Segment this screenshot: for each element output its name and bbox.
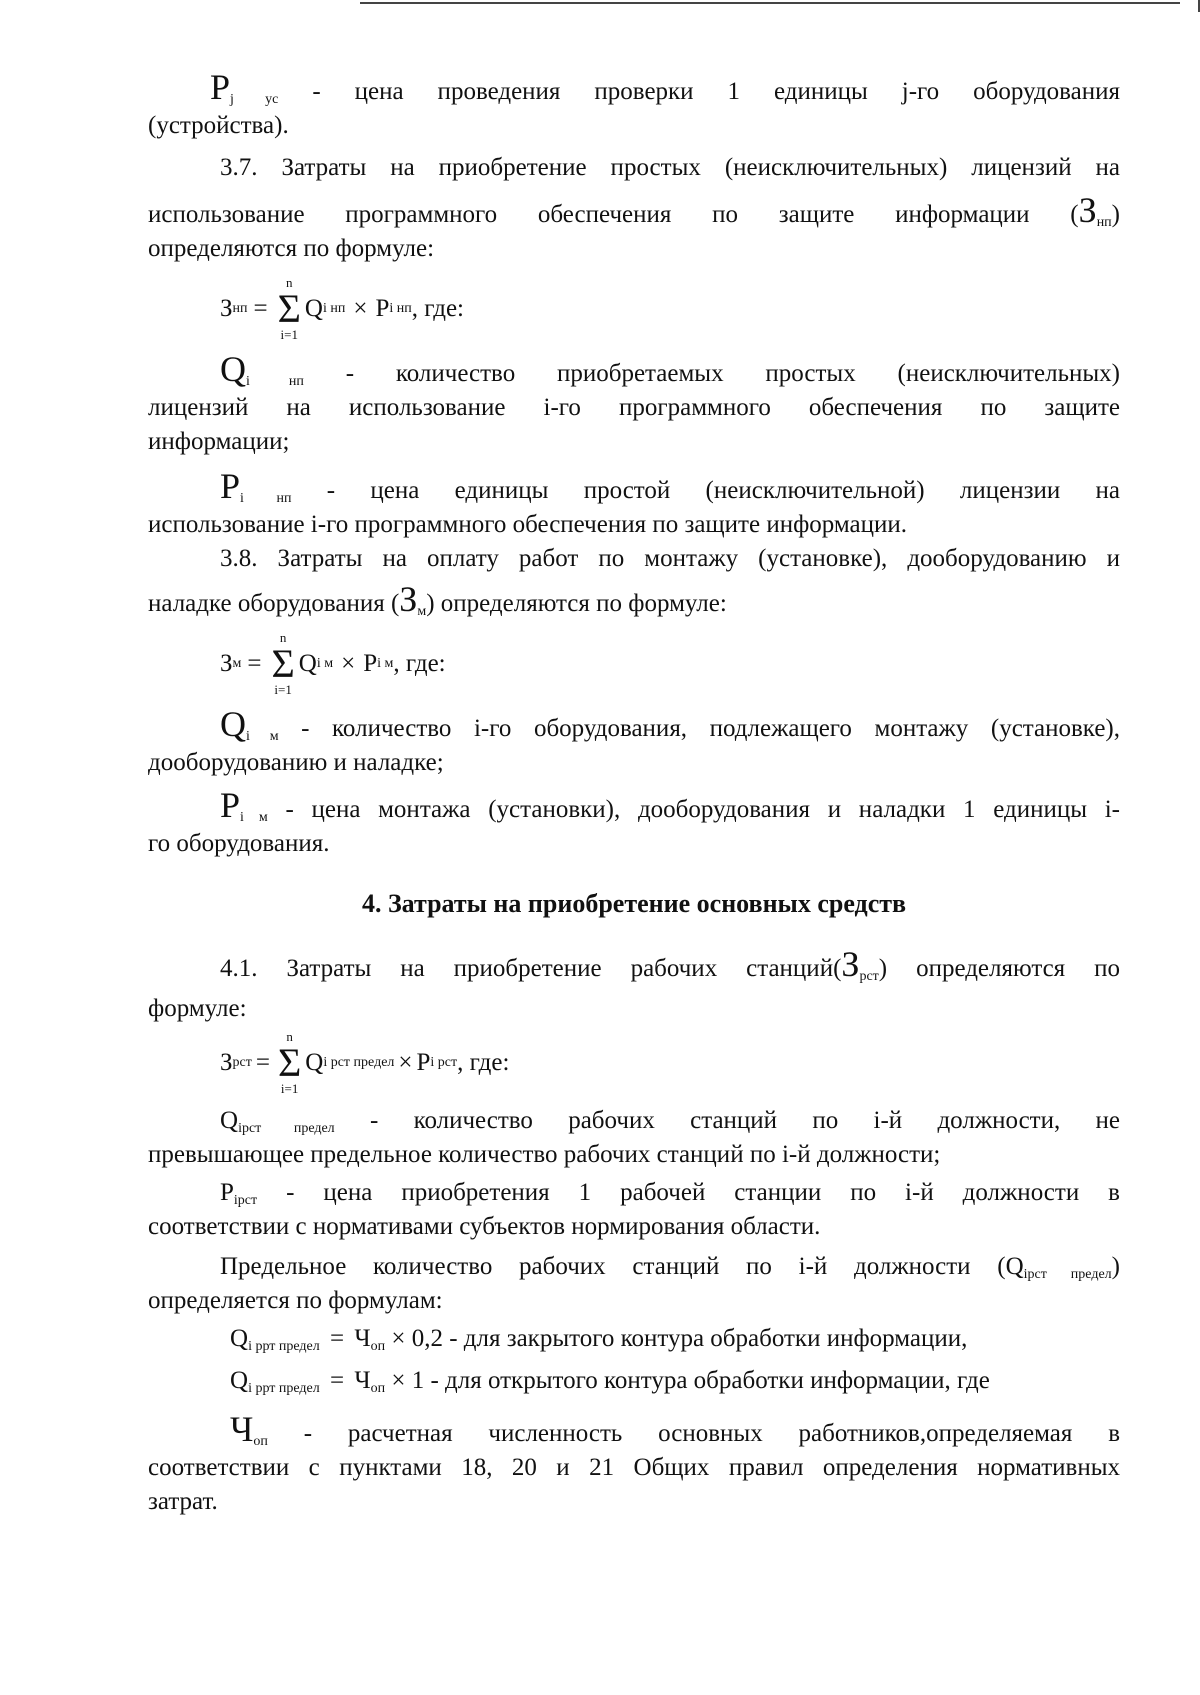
symbol-subscript: j ус bbox=[230, 92, 279, 107]
sum-upper-limit: n bbox=[279, 630, 287, 645]
definition-q-inp bbox=[220, 349, 1120, 391]
formula-lhs: З bbox=[220, 295, 233, 322]
formula-limit-open bbox=[230, 1364, 1120, 1398]
paragraph-limit bbox=[220, 1250, 1120, 1284]
definition-q-irst-line2: превышающее предельное количество рабочих станций по i-й должности; bbox=[148, 1141, 941, 1168]
formula-z-m: З м = n Σ i=1 Q i м × P i м , где: bbox=[220, 630, 446, 697]
formula-times: × bbox=[398, 1049, 413, 1076]
definition-ch-op-line3: затрат. bbox=[148, 1488, 218, 1515]
definition-p-jus bbox=[210, 67, 1121, 109]
symbol: P bbox=[220, 466, 241, 506]
formula-q: Q bbox=[230, 1325, 249, 1352]
paragraph-text: использование программного обеспечения по защите информации ( bbox=[148, 201, 1079, 228]
symbol-subscript: i м bbox=[240, 810, 268, 825]
formula-q-subscript: i ррт предел bbox=[248, 1381, 320, 1396]
definition-continuation: (устройства). bbox=[148, 112, 289, 139]
formula-lhs: З bbox=[220, 1049, 233, 1076]
formula-q: Q bbox=[298, 650, 317, 677]
symbol: Q bbox=[1005, 1253, 1024, 1280]
formula-tail: , где: bbox=[393, 650, 446, 677]
formula-tail: , где: bbox=[411, 295, 465, 322]
sigma-icon: Σ bbox=[277, 1040, 302, 1085]
definition-q-irst bbox=[220, 1104, 1120, 1138]
formula-z-np: З нп = n Σ i=1 Q i нп × P i нп , где: bbox=[220, 275, 465, 342]
sum-operator bbox=[278, 276, 301, 342]
document-page bbox=[148, 67, 1121, 1519]
symbol: P bbox=[210, 67, 231, 107]
sum-lower-limit: i=1 bbox=[280, 327, 298, 342]
symbol: Q bbox=[220, 349, 246, 389]
symbol-subscript: iрст предел bbox=[1023, 1267, 1112, 1282]
definition-text: - количество рабочих станций по i-й должности, не bbox=[369, 1107, 1121, 1134]
symbol-subscript: рст bbox=[859, 969, 879, 984]
paragraph-text: наладке оборудования ( bbox=[148, 590, 400, 617]
paragraph-3-8-line2 bbox=[148, 579, 1120, 621]
formula-lhs: З bbox=[220, 650, 233, 677]
formula-ch: Ч bbox=[354, 1325, 371, 1352]
formula-p: P bbox=[416, 1049, 431, 1076]
formula-q: Q bbox=[305, 1049, 324, 1076]
symbol: З bbox=[841, 944, 860, 984]
symbol-subscript: i нп bbox=[240, 491, 292, 506]
formula-q: Q bbox=[304, 295, 323, 322]
formula-times: × bbox=[341, 650, 356, 677]
formula-tail: × 0,2 - для закрытого контура обработки информации, bbox=[391, 1325, 968, 1352]
definition-q-im bbox=[220, 704, 1121, 746]
paragraph-limit-line2: определяется по формулам: bbox=[148, 1287, 443, 1314]
formula-equals: = bbox=[247, 650, 262, 677]
definition-q-inp-line3: информации; bbox=[148, 428, 290, 455]
symbol: З bbox=[1078, 190, 1097, 230]
symbol-subscript: оп bbox=[253, 1434, 268, 1449]
formula-ch-subscript: оп bbox=[370, 1339, 386, 1354]
definition-q-im-line2: дооборудованию и наладке; bbox=[148, 749, 444, 776]
formula-p: P bbox=[375, 295, 390, 322]
symbol: З bbox=[399, 579, 418, 619]
symbol: Q bbox=[220, 704, 246, 744]
paragraph-text: Предельное количество рабочих станций по i-й должности ( bbox=[220, 1253, 1006, 1280]
formula-tail: , где: bbox=[457, 1049, 510, 1076]
formula-equals: = bbox=[329, 1367, 345, 1394]
symbol-subscript: iрст предел bbox=[238, 1121, 335, 1136]
formula-ch: Ч bbox=[354, 1367, 371, 1394]
sum-operator bbox=[272, 631, 295, 697]
formula-q: Q bbox=[230, 1367, 249, 1394]
definition-ch-op bbox=[230, 1409, 1120, 1451]
definition-p-im bbox=[220, 785, 1120, 827]
sum-operator bbox=[278, 1030, 301, 1096]
sum-lower-limit: i=1 bbox=[280, 1081, 299, 1096]
paragraph-text: 4.1. Затраты на приобретение рабочих станций( bbox=[220, 955, 842, 982]
formula-tail: × 1 - для открытого контура обработки информации, где bbox=[391, 1367, 990, 1394]
formula-times: × bbox=[353, 295, 368, 322]
paragraph-text: ) определяются по формуле: bbox=[426, 590, 727, 617]
definition-text: - количество приобретаемых простых (неисключительных) bbox=[345, 360, 1120, 387]
paragraph-3-7-line3: определяются по формуле: bbox=[148, 235, 435, 262]
definition-text: - цена проведения проверки 1 единицы j-го оборудования bbox=[312, 78, 1121, 105]
paragraph-4-1-line2: формуле: bbox=[148, 995, 247, 1022]
definition-text: - цена единицы простой (неисключительной) лицензии на bbox=[326, 477, 1121, 504]
formula-equals: = bbox=[253, 295, 268, 322]
symbol: Q bbox=[220, 1107, 239, 1134]
symbol-subscript: м bbox=[417, 604, 427, 619]
definition-p-irst-line2: соответствии с нормативами субъектов нормирования области. bbox=[148, 1213, 821, 1240]
paragraph-text: ) bbox=[1111, 201, 1120, 228]
symbol: P bbox=[220, 785, 241, 825]
sum-upper-limit: n bbox=[286, 1029, 293, 1044]
paragraph-text: ) bbox=[1111, 1253, 1120, 1280]
definition-p-inp-line2: использование i-го программного обеспечения по защите информации. bbox=[148, 511, 908, 538]
definition-text: - цена приобретения 1 рабочей станции по i-й должности в bbox=[286, 1179, 1120, 1206]
paragraph-3-8-line1: 3.8. Затраты на оплату работ по монтажу (установке), дооборудованию и bbox=[220, 545, 1120, 572]
definition-p-inp bbox=[220, 466, 1121, 508]
formula-ch-subscript: оп bbox=[370, 1381, 386, 1396]
symbol: P bbox=[220, 1179, 234, 1206]
symbol-subscript: нп bbox=[1096, 215, 1112, 230]
formula-q-subscript: i ррт предел bbox=[248, 1339, 320, 1354]
formula-equals: = bbox=[255, 1049, 270, 1076]
symbol-subscript: i нп bbox=[246, 374, 304, 389]
sigma-icon: Σ bbox=[277, 286, 301, 331]
sum-lower-limit: i=1 bbox=[274, 682, 292, 697]
paragraph-text: ) определяются по bbox=[878, 955, 1120, 982]
formula-equals: = bbox=[329, 1325, 345, 1352]
formula-limit-closed bbox=[230, 1322, 1120, 1356]
paragraph-3-7-line2 bbox=[148, 190, 1120, 232]
definition-ch-op-line2: соответствии с пунктами 18, 20 и 21 Общих правил определения нормативных bbox=[148, 1454, 1120, 1481]
definition-p-irst bbox=[220, 1176, 1120, 1210]
definition-text: - цена монтажа (установки), дооборудования и наладки 1 единицы i- bbox=[285, 796, 1120, 823]
formula-p: P bbox=[363, 650, 378, 677]
paragraph-3-7-line1: 3.7. Затраты на приобретение простых (неисключительных) лицензий на bbox=[220, 154, 1120, 181]
formula-z-rst: З рст = n Σ i=1 Q i рст предел × P i рст , где: bbox=[220, 1029, 510, 1096]
definition-text: - расчетная численность основных работников,определяемая в bbox=[303, 1420, 1120, 1447]
definition-q-inp-line2: лицензий на использование i-го программного обеспечения по защите bbox=[148, 394, 1120, 421]
sigma-icon: Σ bbox=[271, 641, 295, 686]
scan-border-top bbox=[360, 2, 1180, 4]
definition-p-im-line2: го оборудования. bbox=[148, 830, 330, 857]
definition-text: - количество i-го оборудования, подлежащего монтажу (установке), bbox=[301, 715, 1121, 742]
section-title: 4. Затраты на приобретение основных средств bbox=[361, 889, 907, 918]
paragraph-4-1 bbox=[220, 944, 1120, 986]
symbol-subscript: i м bbox=[246, 729, 279, 744]
symbol-subscript: iрст bbox=[233, 1193, 258, 1208]
symbol: Ч bbox=[230, 1409, 254, 1449]
sum-upper-limit: n bbox=[286, 275, 293, 290]
